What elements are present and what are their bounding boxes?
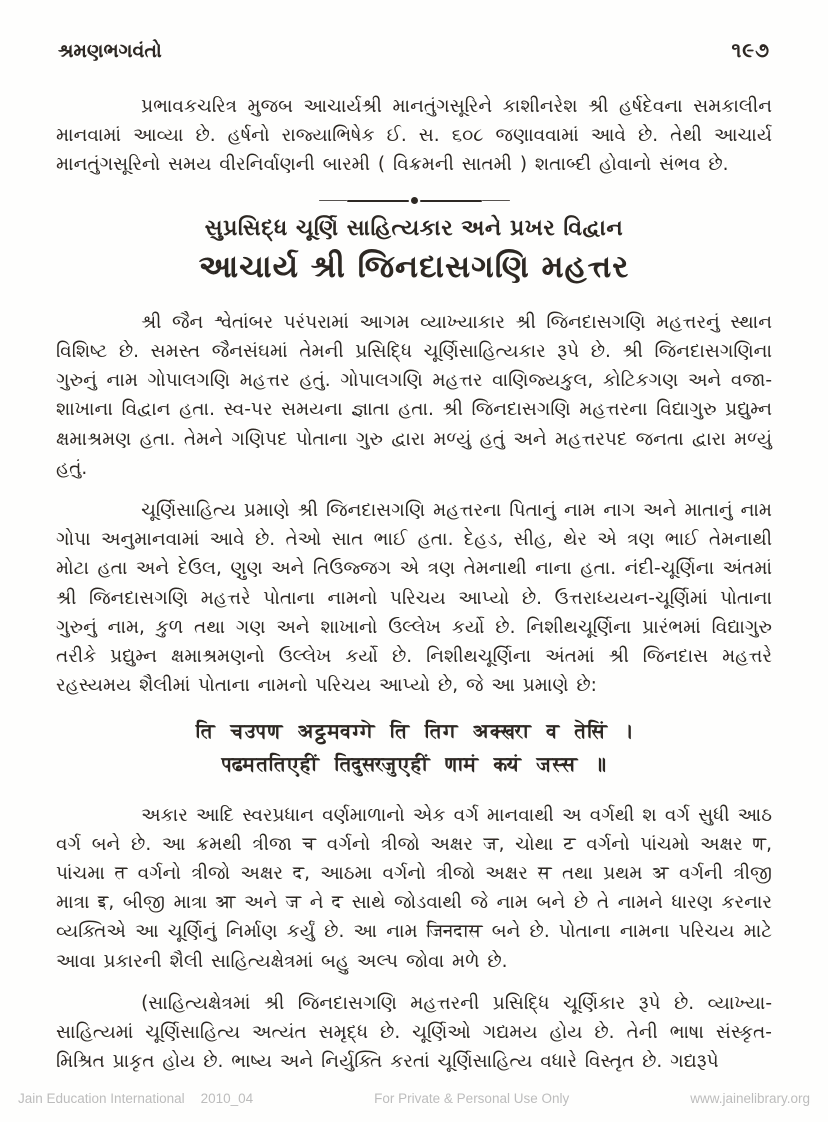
footer-usage-note: For Private & Personal Use Only (374, 1091, 570, 1106)
scan-footer (18, 1091, 810, 1106)
section-subtitle: સુપ્રસિદ્ધ ચૂર્ણિ સાહિત્યકાર અને પ્રખર વિદ્વાન (204, 215, 624, 241)
footer-website: www.jainelibrary.org (690, 1091, 810, 1106)
body-paragraph-2: ચૂર્ણિસાહિત્ય પ્રમાણે શ્રી જિનદાસગણિ મહત્તરના પિતાનું નામ નાગ અને માતાનું નામ ગોપા અનુમાનવામાં આવે છે. તેઓ સાત ભાઈ હતા. દેહડ, સીહ, થેર એ ત્રણ ભાઈ તેમનાથી મોટા હતા અને દેઉલ, ણુણ અને તિઉજ્જગ એ ત્રણ તેમનાથી નાના હતા. નંદી-ચૂર્ણિના અંતમાં શ્રી જિનદાસગણિ મહત્તરે પોતાના નામનો પરિચય આપ્યો છે. ઉત્તરાધ્યયન-ચૂર્ણિમાં પોતાના ગુરુનું નામ, કુળ તથા ગણ અને શાખાનો ઉલ્લેખ કર્યો છે. નિશીથચૂર્ણિના પ્રારંભમાં વિદ્યાગુરુ તરીકે પ્રદ્યુમ્ન ક્ષમાશ્રમણનો ઉલ્લેખ કર્યો છે. નિશીથચૂર્ણિના અંતમાં શ્રી જિનદાસ મહત્તરે રહસ્યમય શૈલીમાં પોતાના નામનો પરિચય આપ્યો છે, જે આ પ્રમાણે છે: (56, 499, 772, 697)
footer-publisher: Jain Education International (18, 1091, 185, 1106)
divider-dot (411, 197, 418, 204)
running-header (58, 38, 770, 62)
verse-line-1: ति चउपण अट्ठमवग्गे ति तिग अक्खरा व तेसिं । (196, 718, 632, 743)
divider-line-right (420, 200, 482, 202)
section-divider-ornament (56, 196, 772, 206)
section-title: આચાર્ય શ્રી જિનદાસગણિ મહત્તર (198, 248, 630, 285)
page-number: ૧૯૭ (731, 38, 770, 62)
prakrit-verse (56, 715, 772, 781)
footer-left-group (18, 1091, 253, 1106)
footer-code: 2010_04 (200, 1091, 254, 1106)
divider-line-right-thin (482, 200, 510, 201)
divider-line-left-thin (319, 200, 347, 201)
body-paragraph-1: શ્રી જૈન શ્વેતાંબર પરંપરામાં આગમ વ્યાખ્યાકાર શ્રી જિનદાસગણિ મહત્તરનું સ્થાન વિશિષ્ટ છે. સમસ્ત જૈનસંઘમાં તેમની પ્રસિદ્ધિ ચૂર્ણિસાહિત્યકાર રૂપે છે. શ્રી જિનદાસગણિના ગુરુનું નામ ગોપાલગણિ મહત્તર હતું. ગોપાલગણિ મહત્તર વાણિજ્યકુલ, કોટિકગણ અને વજા-શાખાના વિદ્વાન હતા. સ્વ-પર સમયના જ્ઞાતા હતા. શ્રી જિનદાસગણિ મહત્તરના વિદ્યાગુરુ પ્રદ્યુમ્ન ક્ષમાશ્રમણ હતા. તેમને ગણિપદ પોતાના ગુરુ દ્વારા મળ્યું હતું અને મહત્તરપદ જનતા દ્વારા મળ્યું હતું. (56, 311, 772, 479)
body-paragraph-4: (સાહિત્યક્ષેત્રમાં શ્રી જિનદાસગણિ મહત્તરની પ્રસિદ્ધિ ચૂર્ણિકાર રૂપે છે. વ્યાખ્યા-સાહિત્યમાં ચૂર્ણિસાહિત્ય અત્યંત સમૃદ્ધ છે. ચૂર્ણિઓ ગદ્યમય હોય છે. તેની ભાષા સંસ્કૃત-મિશ્રિત પ્રાકૃત હોય છે. ભાષ્ય અને નિર્યુક્તિ કરતાં ચૂર્ણિસાહિત્ય વધારે વિસ્તૃત છે. ગદ્યરૂપે (56, 992, 772, 1073)
verse-line-2: पढमततिएहीं तिदुसरजुएहीं णामं कयं जस्स ॥ (221, 751, 607, 776)
body-paragraph-3: અકાર આદિ સ્વરપ્રધાન વર્ણમાળાનો એક વર્ગ માનવાથી અ વર્ગથી શ વર્ગ સુધી આઠ વર્ગ બને છે. આ ક્રમથી ત્રીજા च વર્ગનો ત્રીજો અક્ષર ज, ચોથા ट વર્ગનો પાંચમો અક્ષર ण, પાંચમા त વર્ગનો ત્રીજો અક્ષર द, આઠમા વર્ગનો ત્રીજો અક્ષર स તથા પ્રથમ अ વર્ગની ત્રીજી માત્રા इ, બીજી માત્રા आ અને ज ને द સાથે જોડવાથી જે નામ બને છે તે નામને ધારણ કરનાર વ્યક્તિએ આ ચૂર્ણિનું નિર્માણ કર્યું છે. આ નામ जिनदास બને છે. પોતાના નામના પરિચય માટે આવા પ્રકારની શૈલી સાહિત્યક્ષેત્રમાં બહુ અલ્પ જોવા મળે છે. (56, 804, 772, 972)
running-title: શ્રમણભગવંતો (58, 40, 162, 62)
intro-paragraph: પ્રભાવકચરિત્ર મુજબ આચાર્યશ્રી માનતુંગસૂરિને કાશીનરેશ શ્રી હર્ષદેવના સમકાલીન માનવામાં આવ્યા છે. હર્ષનો રાજ્યાભિષેક ઈ. સ. ૬૦૮ જણાવવામાં આવે છે. તેથી આચાર્ય માનતુંગસૂરિનો સમય વીરનિર્વાણની બારમી ( વિક્રમની સાતમી ) શતાબ્દી હોવાનો સંભવ છે. (56, 96, 772, 176)
divider-line-left (347, 200, 409, 202)
